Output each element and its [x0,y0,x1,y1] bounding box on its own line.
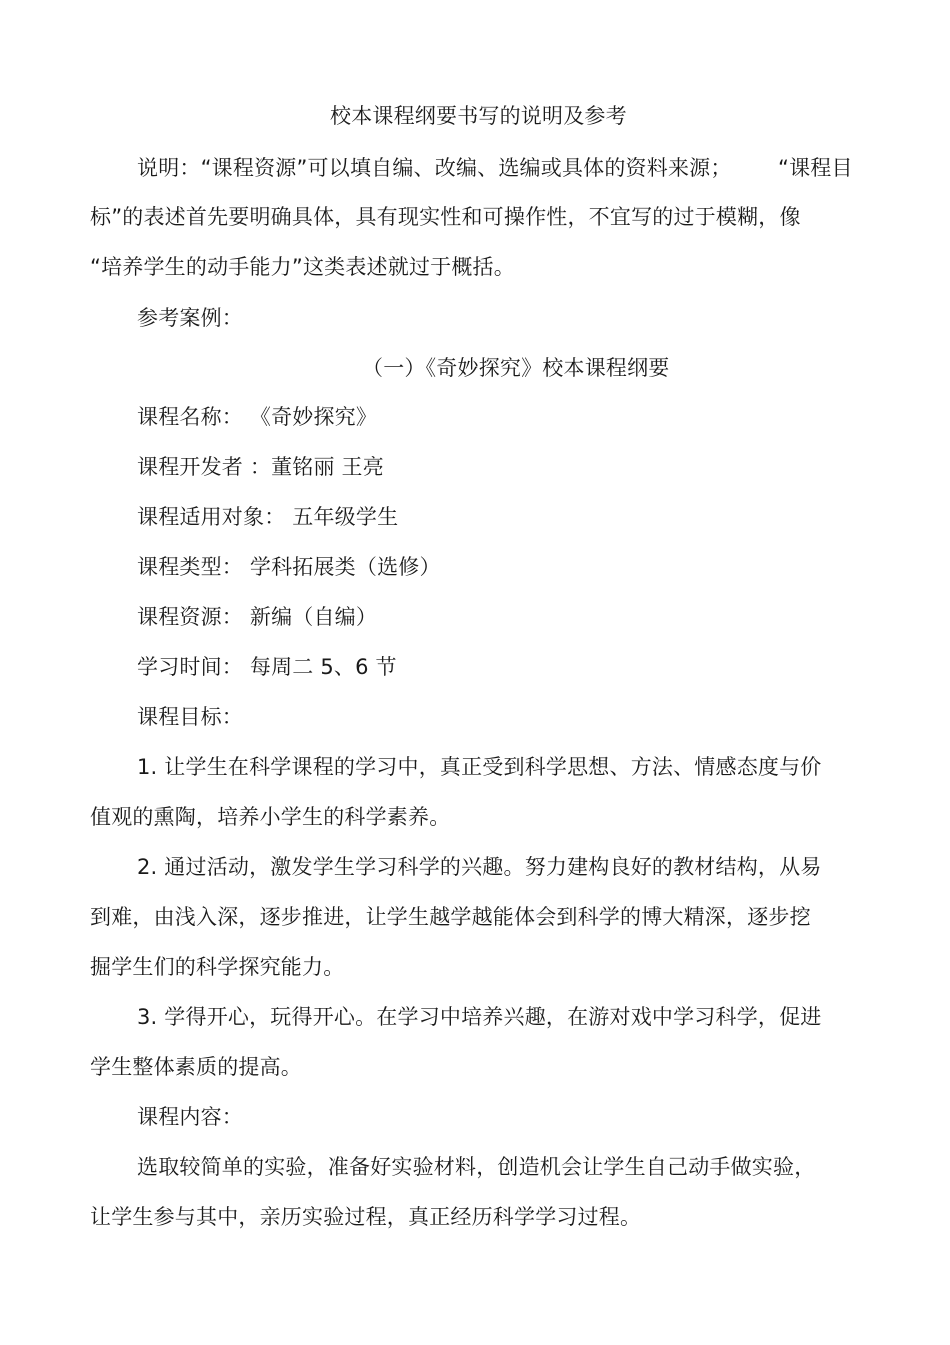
goals-label: 课程目标： [137,705,243,729]
field-course-name: 课程名称： 《奇妙探究》 [137,405,378,429]
field-resource: 课程资源： 新编（自编） [137,605,378,629]
field-time: 学习时间： 每周二 5、6 节 [137,655,397,679]
goal-line: 2. 通过活动，激发学生学习科学的兴趣。努力建构良好的教材结构，从易 [137,855,822,879]
note-line-1: 说明：“课程资源”可以填自编、改编、选编或具体的资料来源； [137,156,732,180]
goal-line: 到难，由浅入深，逐步推进，让学生越学越能体会到科学的博大精深，逐步挖 [90,905,811,929]
case-title: （一）《奇妙探究》校本课程纲要 [362,356,670,380]
content-label: 课程内容： [137,1105,243,1129]
goal-line: 值观的熏陶，培养小学生的科学素养。 [90,805,451,829]
goal-line: 1. 让学生在科学课程的学习中，真正受到科学思想、方法、情感态度与价 [137,755,822,779]
field-type: 课程类型： 学科拓展类（选修） [137,555,441,579]
content-line: 让学生参与其中，亲历实验过程，真正经历科学学习过程。 [90,1205,642,1229]
goal-line: 3. 学得开心，玩得开心。在学习中培养兴趣，在游对戏中学习科学，促进 [137,1005,822,1029]
goal-line: 学生整体素质的提高。 [90,1055,302,1079]
goal-line: 掘学生们的科学探究能力。 [90,955,345,979]
note-line-3: “培养学生的动手能力”这类表述就过于概括。 [90,255,515,279]
field-developer: 课程开发者 ：董铭丽 王亮 [137,455,384,479]
content-line: 选取较简单的实验，准备好实验材料，创造机会让学生自己动手做实验， [137,1155,816,1179]
document-title: 校本课程纲要书写的说明及参考 [330,104,627,128]
reference-label: 参考案例： [137,306,243,330]
note-line-1-tail: “课程目 [778,156,853,180]
field-audience: 课程适用对象： 五年级学生 [137,505,399,529]
note-line-2: 标”的表述首先要明确具体，具有现实性和可操作性，不宜写的过于模糊，像 [90,205,801,229]
